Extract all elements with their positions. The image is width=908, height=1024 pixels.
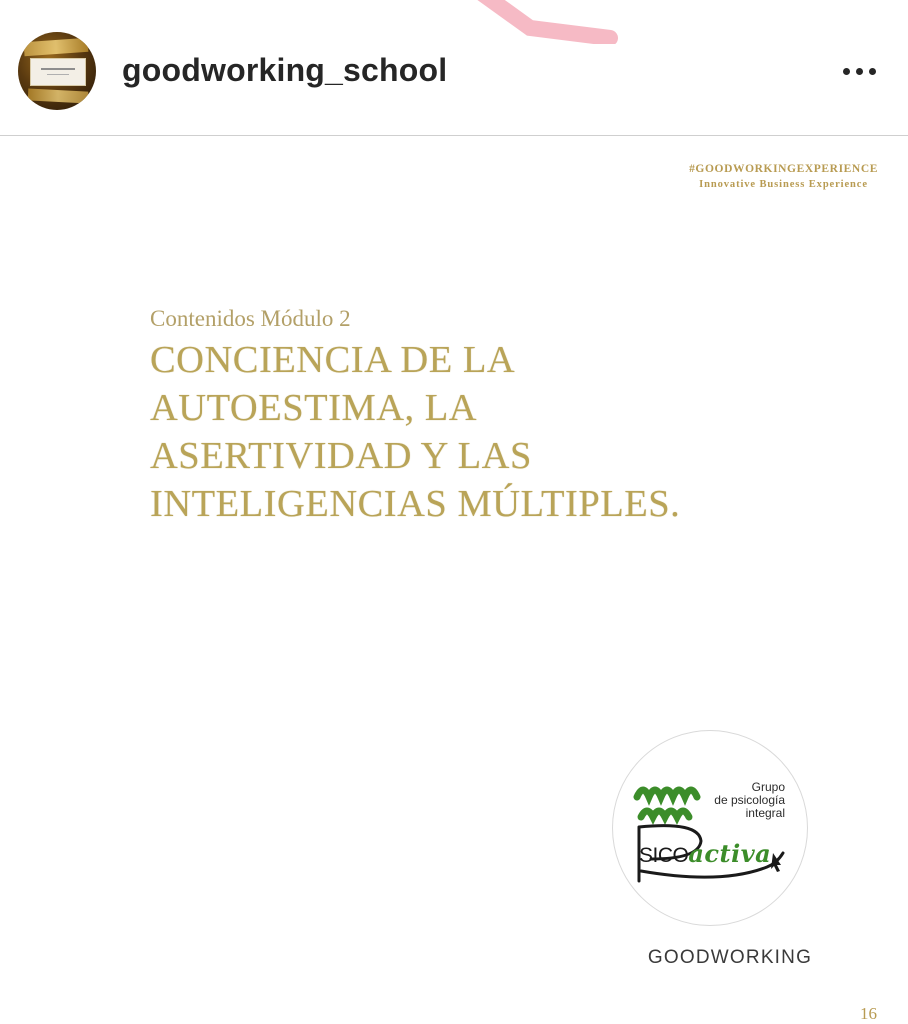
more-options-icon	[869, 68, 876, 75]
psicoactiva-logo	[612, 730, 808, 926]
module-title-line: CONCIENCIA DE LA	[150, 339, 516, 381]
psico-wordmark-prefix: SICO	[639, 844, 689, 867]
avatar-gold-bar	[24, 38, 89, 56]
module-title-line: AUTOESTIMA, LA	[150, 387, 478, 429]
post-header	[0, 0, 908, 136]
module-title-line: INTELIGENCIAS MÚLTIPLES.	[150, 483, 681, 525]
more-options-icon	[843, 68, 850, 75]
more-options-button[interactable]	[830, 54, 888, 88]
goodworking-logo	[612, 932, 848, 984]
avatar-card-graphic	[30, 58, 86, 86]
module-title-line: ASERTIVIDAD Y LAS	[150, 435, 532, 477]
post-image[interactable]	[0, 136, 908, 1024]
psico-group-text	[701, 781, 785, 820]
tagline	[689, 162, 878, 192]
tagline-subtitle: Innovative Business Experience	[699, 179, 868, 190]
username[interactable]: goodworking_school	[122, 52, 448, 88]
module-title	[150, 336, 790, 528]
psico-group-line: de psicología	[714, 793, 785, 807]
psico-group-line: Grupo	[751, 780, 785, 794]
more-options-icon	[856, 68, 863, 75]
psico-wordmark-suffix: activa	[688, 839, 772, 868]
goodworking-wordmark: GOODWORKING	[647, 947, 813, 968]
avatar-gold-bar	[28, 88, 89, 103]
hashtag-text: #GOODWORKINGEXPERIENCE	[689, 163, 878, 175]
module-label: Contenidos Módulo 2	[150, 306, 351, 331]
psico-group-line: integral	[745, 806, 785, 820]
page-number: 16	[860, 1004, 877, 1023]
psico-wordmark	[639, 839, 771, 868]
brain-icon	[613, 731, 809, 927]
profile-avatar[interactable]	[18, 32, 96, 110]
